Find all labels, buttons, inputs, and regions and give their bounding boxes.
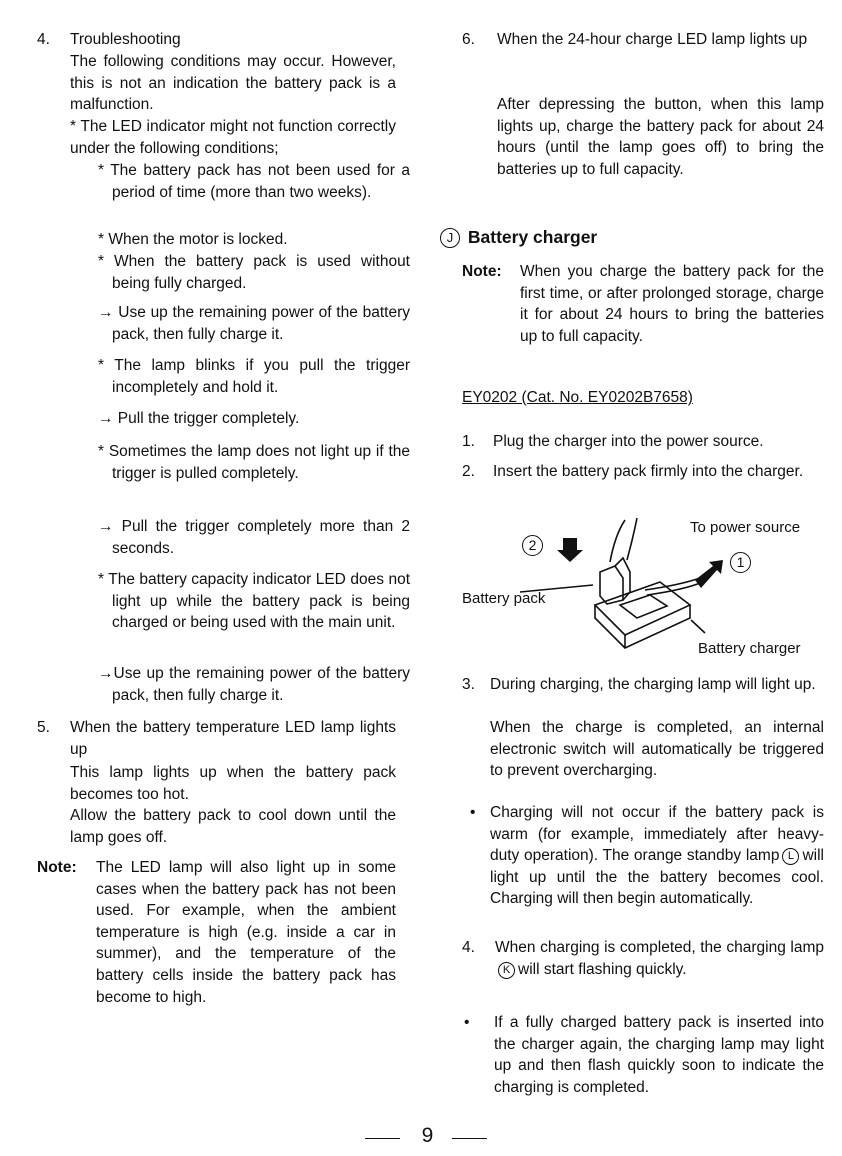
label-battery-charger: Battery charger bbox=[698, 640, 801, 657]
paragraph: * The LED indicator might not function correctly under the following conditions; bbox=[70, 118, 396, 157]
bullet: • bbox=[470, 804, 476, 821]
list-item: * The battery capacity indicator LED does not light up while the battery pack is being charged or being used with the main unit. bbox=[98, 571, 410, 632]
step-2-marker: 2 bbox=[522, 535, 543, 556]
item-title: When the battery temperature LED lamp lights up bbox=[70, 719, 396, 758]
note-label: Note: bbox=[462, 263, 502, 280]
text: will start flashing quickly. bbox=[518, 960, 687, 978]
down-arrow-icon bbox=[557, 538, 583, 562]
text: When charging is completed, the charging lamp bbox=[495, 939, 824, 956]
label-battery-pack: Battery pack bbox=[462, 590, 546, 607]
paragraph: When the charge is completed, an internal electronic switch will automatically be triggered to prevent overcharging. bbox=[490, 719, 824, 780]
list-item: → Pull the trigger completely more than 2 seconds. bbox=[98, 518, 410, 557]
paragraph: After depressing the button, when this lamp lights up, charge the battery pack for about 24 hours (until the lamp goes off) to bring the batteries up to full capacity. bbox=[497, 96, 824, 178]
paragraph bbox=[490, 802, 824, 910]
note-label: Note: bbox=[37, 859, 77, 876]
list-item: * When the motor is locked. bbox=[98, 231, 288, 248]
step-text: Plug the charger into the power source. bbox=[493, 433, 764, 450]
step-number: 1. bbox=[462, 433, 475, 450]
paragraph: This lamp lights up when the battery pack becomes too hot. bbox=[70, 764, 396, 803]
model-number: EY0202 (Cat. No. EY0202B7658) bbox=[462, 389, 693, 406]
step-1-marker: 1 bbox=[730, 552, 751, 573]
list-item: → Use up the remaining power of the battery pack, then fully charge it. bbox=[98, 304, 410, 343]
charger-illustration bbox=[455, 500, 835, 670]
item-title: When the 24-hour charge LED lamp lights up bbox=[497, 31, 808, 48]
list-item: * The lamp blinks if you pull the trigger incompletely and hold it. bbox=[98, 357, 410, 396]
step-number: 2. bbox=[462, 463, 475, 480]
list-item: → Pull the trigger completely. bbox=[98, 410, 300, 427]
item-number: 4. bbox=[37, 31, 50, 48]
arrow-icon bbox=[695, 560, 723, 588]
page-number-rule bbox=[452, 1138, 487, 1139]
lamp-l-icon: L bbox=[782, 848, 799, 865]
list-item: * When the battery pack is used without being fully charged. bbox=[98, 253, 410, 292]
step-text: Insert the battery pack firmly into the charger. bbox=[493, 463, 804, 480]
item-number: 6. bbox=[462, 31, 475, 48]
list-item: * Sometimes the lamp does not light up if the trigger is pulled completely. bbox=[98, 443, 410, 482]
list-item: →Use up the remaining power of the battery pack, then fully charge it. bbox=[98, 665, 410, 704]
paragraph: The following conditions may occur. However, this is not an indication the battery pack is a malfunction. bbox=[70, 53, 396, 114]
step-text: During charging, the charging lamp will light up. bbox=[490, 676, 816, 693]
item-number: 5. bbox=[37, 719, 50, 736]
note-text: When you charge the battery pack for the first time, or after prolonged storage, charge it for about 24 hours to bring the batteries up to full capacity. bbox=[520, 263, 824, 345]
text: will light up until the the battery becomes cool. Charging will then begin automatically. bbox=[490, 847, 824, 908]
lamp-k-icon: K bbox=[498, 962, 515, 979]
paragraph: If a fully charged battery pack is inserted into the charger again, the charging lamp may light up and then flash quickly soon to indicate the charging is completed. bbox=[494, 1014, 824, 1096]
section-title: Battery charger bbox=[467, 227, 598, 247]
step-number: 4. bbox=[462, 939, 475, 956]
paragraph: Allow the battery pack to cool down until the lamp goes off. bbox=[70, 807, 396, 846]
troubleshooting-title: Troubleshooting bbox=[70, 31, 181, 48]
section-letter-icon: J bbox=[440, 228, 460, 248]
note-text: The LED lamp will also light up in some cases when the battery pack has not been used. For example, when the ambient temperature is high (e.g. inside a car in summer), and the temperature of the battery cells inside the battery pack has become to high. bbox=[96, 859, 396, 1006]
label-power-source: To power source bbox=[690, 519, 801, 536]
list-item: * The battery pack has not been used for a period of time (more than two weeks). bbox=[98, 162, 410, 201]
step-number: 3. bbox=[462, 676, 475, 693]
section-heading bbox=[440, 227, 820, 249]
text: Charging will not occur if the battery pack is warm (for example, immediately after heavy-duty operation). The orange standby lamp bbox=[490, 804, 824, 865]
page-number-rule bbox=[365, 1138, 400, 1139]
bullet: • bbox=[464, 1014, 470, 1031]
step-text bbox=[495, 937, 824, 980]
page-number: 9 bbox=[421, 1124, 434, 1147]
